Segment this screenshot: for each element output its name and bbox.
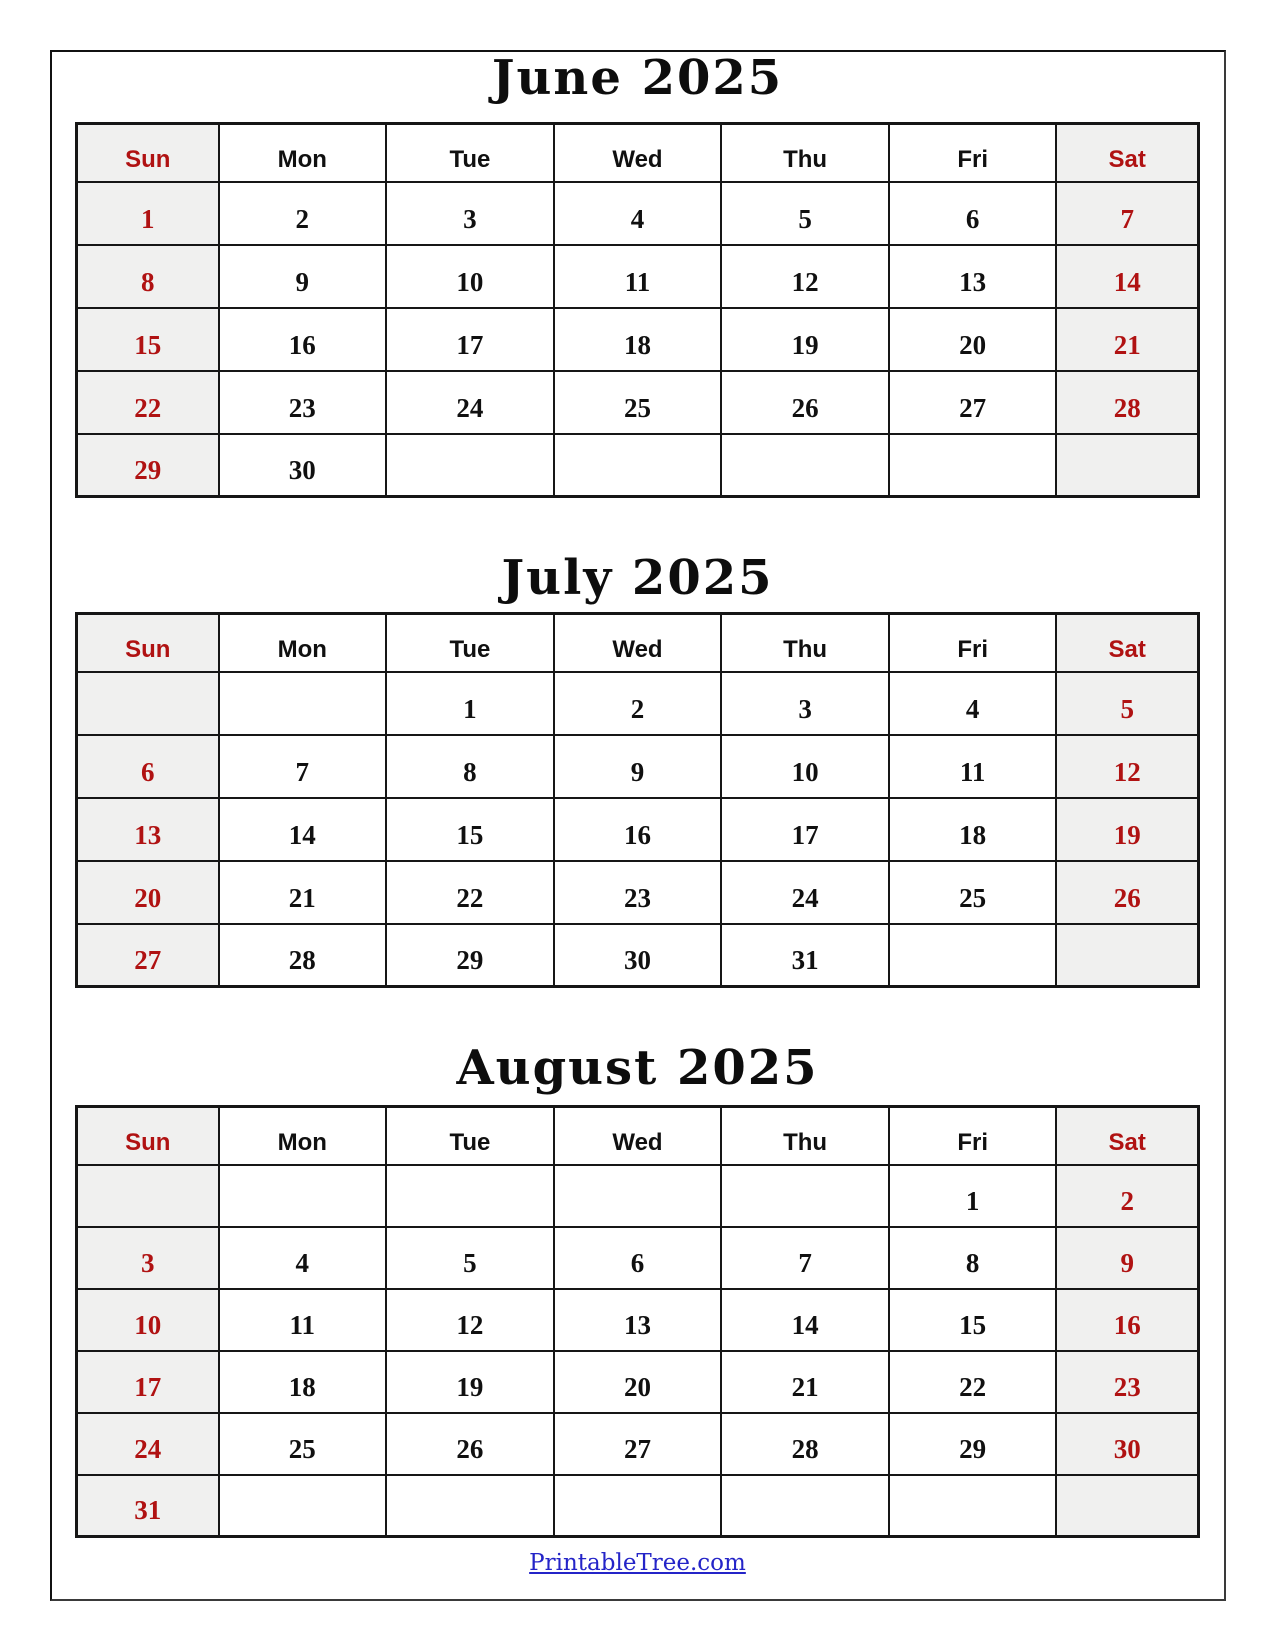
week-row <box>77 672 1199 735</box>
day-cell-2: 2 <box>1056 1165 1198 1227</box>
weekday-header-sat: Sat <box>1056 1107 1198 1165</box>
day-cell-28: 28 <box>219 924 387 987</box>
day-cell-3: 3 <box>386 182 554 245</box>
day-cell-16: 16 <box>554 798 722 861</box>
day-cell-10: 10 <box>386 245 554 308</box>
day-cell-27: 27 <box>77 924 219 987</box>
day-cell-4: 4 <box>554 182 722 245</box>
day-cell-5: 5 <box>721 182 889 245</box>
day-cell-15: 15 <box>77 308 219 371</box>
day-cell-12: 12 <box>1056 735 1198 798</box>
day-cell-31: 31 <box>77 1475 219 1537</box>
calendar-table-july <box>75 612 1200 988</box>
day-cell-28: 28 <box>721 1413 889 1475</box>
day-cell-24: 24 <box>386 371 554 434</box>
day-cell-27: 27 <box>554 1413 722 1475</box>
day-cell-1: 1 <box>889 1165 1057 1227</box>
weekday-header-row <box>77 124 1199 182</box>
week-row <box>77 245 1199 308</box>
day-cell-16: 16 <box>219 308 387 371</box>
weekday-header-sun: Sun <box>77 614 219 672</box>
day-cell-25: 25 <box>219 1413 387 1475</box>
empty-day-cell <box>554 1165 722 1227</box>
empty-day-cell <box>77 672 219 735</box>
weekday-header-sun: Sun <box>77 1107 219 1165</box>
week-row <box>77 371 1199 434</box>
empty-day-cell <box>386 1475 554 1537</box>
weekday-header-sun: Sun <box>77 124 219 182</box>
day-cell-5: 5 <box>386 1227 554 1289</box>
empty-day-cell <box>77 1165 219 1227</box>
empty-day-cell <box>554 434 722 497</box>
day-cell-30: 30 <box>219 434 387 497</box>
month-title-july: July 2025 <box>501 550 774 606</box>
empty-day-cell <box>889 924 1057 987</box>
day-cell-25: 25 <box>554 371 722 434</box>
day-cell-13: 13 <box>554 1289 722 1351</box>
day-cell-6: 6 <box>77 735 219 798</box>
day-cell-22: 22 <box>889 1351 1057 1413</box>
day-cell-2: 2 <box>219 182 387 245</box>
day-cell-7: 7 <box>219 735 387 798</box>
day-cell-20: 20 <box>77 861 219 924</box>
day-cell-29: 29 <box>77 434 219 497</box>
weekday-header-thu: Thu <box>721 1107 889 1165</box>
day-cell-26: 26 <box>1056 861 1198 924</box>
calendar-table-august <box>75 1105 1200 1538</box>
day-cell-19: 19 <box>721 308 889 371</box>
day-cell-8: 8 <box>889 1227 1057 1289</box>
day-cell-11: 11 <box>219 1289 387 1351</box>
weekday-header-wed: Wed <box>554 124 722 182</box>
day-cell-1: 1 <box>77 182 219 245</box>
weekday-header-fri: Fri <box>889 124 1057 182</box>
day-cell-12: 12 <box>386 1289 554 1351</box>
weekday-header-mon: Mon <box>219 1107 387 1165</box>
weekday-header-wed: Wed <box>554 614 722 672</box>
day-cell-14: 14 <box>1056 245 1198 308</box>
footer-link[interactable]: PrintableTree.com <box>529 1550 746 1576</box>
day-cell-22: 22 <box>386 861 554 924</box>
day-cell-13: 13 <box>889 245 1057 308</box>
day-cell-23: 23 <box>219 371 387 434</box>
day-cell-27: 27 <box>889 371 1057 434</box>
day-cell-20: 20 <box>554 1351 722 1413</box>
weekday-header-tue: Tue <box>386 614 554 672</box>
day-cell-4: 4 <box>889 672 1057 735</box>
day-cell-17: 17 <box>386 308 554 371</box>
day-cell-20: 20 <box>889 308 1057 371</box>
day-cell-8: 8 <box>386 735 554 798</box>
day-cell-6: 6 <box>889 182 1057 245</box>
week-row <box>77 1227 1199 1289</box>
day-cell-14: 14 <box>219 798 387 861</box>
day-cell-21: 21 <box>219 861 387 924</box>
day-cell-24: 24 <box>721 861 889 924</box>
empty-day-cell <box>721 434 889 497</box>
day-cell-9: 9 <box>219 245 387 308</box>
weekday-header-thu: Thu <box>721 614 889 672</box>
week-row <box>77 1165 1199 1227</box>
week-row <box>77 924 1199 987</box>
day-cell-9: 9 <box>554 735 722 798</box>
day-cell-26: 26 <box>386 1413 554 1475</box>
day-cell-1: 1 <box>386 672 554 735</box>
day-cell-25: 25 <box>889 861 1057 924</box>
day-cell-3: 3 <box>721 672 889 735</box>
day-cell-4: 4 <box>219 1227 387 1289</box>
weekday-header-mon: Mon <box>219 124 387 182</box>
day-cell-7: 7 <box>1056 182 1198 245</box>
day-cell-12: 12 <box>721 245 889 308</box>
empty-day-cell <box>1056 434 1198 497</box>
month-title-june: June 2025 <box>491 50 784 106</box>
day-cell-28: 28 <box>1056 371 1198 434</box>
empty-day-cell <box>889 434 1057 497</box>
day-cell-29: 29 <box>386 924 554 987</box>
weekday-header-sat: Sat <box>1056 124 1198 182</box>
empty-day-cell <box>554 1475 722 1537</box>
day-cell-29: 29 <box>889 1413 1057 1475</box>
weekday-header-thu: Thu <box>721 124 889 182</box>
week-row <box>77 308 1199 371</box>
empty-day-cell <box>721 1475 889 1537</box>
day-cell-17: 17 <box>77 1351 219 1413</box>
weekday-header-row <box>77 614 1199 672</box>
week-row <box>77 861 1199 924</box>
day-cell-18: 18 <box>889 798 1057 861</box>
weekday-header-fri: Fri <box>889 1107 1057 1165</box>
weekday-header-sat: Sat <box>1056 614 1198 672</box>
empty-day-cell <box>219 1165 387 1227</box>
week-row <box>77 1351 1199 1413</box>
day-cell-13: 13 <box>77 798 219 861</box>
day-cell-16: 16 <box>1056 1289 1198 1351</box>
week-row <box>77 182 1199 245</box>
day-cell-18: 18 <box>219 1351 387 1413</box>
empty-day-cell <box>219 672 387 735</box>
day-cell-2: 2 <box>554 672 722 735</box>
week-row <box>77 735 1199 798</box>
week-row <box>77 798 1199 861</box>
empty-day-cell <box>386 1165 554 1227</box>
day-cell-23: 23 <box>554 861 722 924</box>
day-cell-10: 10 <box>77 1289 219 1351</box>
weekday-header-fri: Fri <box>889 614 1057 672</box>
empty-day-cell <box>721 1165 889 1227</box>
weekday-header-mon: Mon <box>219 614 387 672</box>
empty-day-cell <box>219 1475 387 1537</box>
day-cell-31: 31 <box>721 924 889 987</box>
day-cell-30: 30 <box>1056 1413 1198 1475</box>
day-cell-11: 11 <box>889 735 1057 798</box>
empty-day-cell <box>1056 1475 1198 1537</box>
empty-day-cell <box>889 1475 1057 1537</box>
empty-day-cell <box>1056 924 1198 987</box>
day-cell-11: 11 <box>554 245 722 308</box>
day-cell-23: 23 <box>1056 1351 1198 1413</box>
day-cell-9: 9 <box>1056 1227 1198 1289</box>
day-cell-21: 21 <box>1056 308 1198 371</box>
week-row <box>77 1289 1199 1351</box>
day-cell-14: 14 <box>721 1289 889 1351</box>
day-cell-22: 22 <box>77 371 219 434</box>
month-title-august: August 2025 <box>456 1040 819 1096</box>
week-row <box>77 1413 1199 1475</box>
day-cell-17: 17 <box>721 798 889 861</box>
day-cell-8: 8 <box>77 245 219 308</box>
week-row <box>77 434 1199 497</box>
day-cell-26: 26 <box>721 371 889 434</box>
day-cell-10: 10 <box>721 735 889 798</box>
day-cell-7: 7 <box>721 1227 889 1289</box>
day-cell-30: 30 <box>554 924 722 987</box>
weekday-header-tue: Tue <box>386 1107 554 1165</box>
day-cell-19: 19 <box>386 1351 554 1413</box>
day-cell-19: 19 <box>1056 798 1198 861</box>
day-cell-5: 5 <box>1056 672 1198 735</box>
empty-day-cell <box>386 434 554 497</box>
day-cell-24: 24 <box>77 1413 219 1475</box>
day-cell-18: 18 <box>554 308 722 371</box>
day-cell-21: 21 <box>721 1351 889 1413</box>
calendar-table-june <box>75 122 1200 498</box>
day-cell-3: 3 <box>77 1227 219 1289</box>
weekday-header-tue: Tue <box>386 124 554 182</box>
weekday-header-row <box>77 1107 1199 1165</box>
day-cell-6: 6 <box>554 1227 722 1289</box>
weekday-header-wed: Wed <box>554 1107 722 1165</box>
week-row <box>77 1475 1199 1537</box>
footer <box>0 1550 1275 1576</box>
day-cell-15: 15 <box>889 1289 1057 1351</box>
day-cell-15: 15 <box>386 798 554 861</box>
